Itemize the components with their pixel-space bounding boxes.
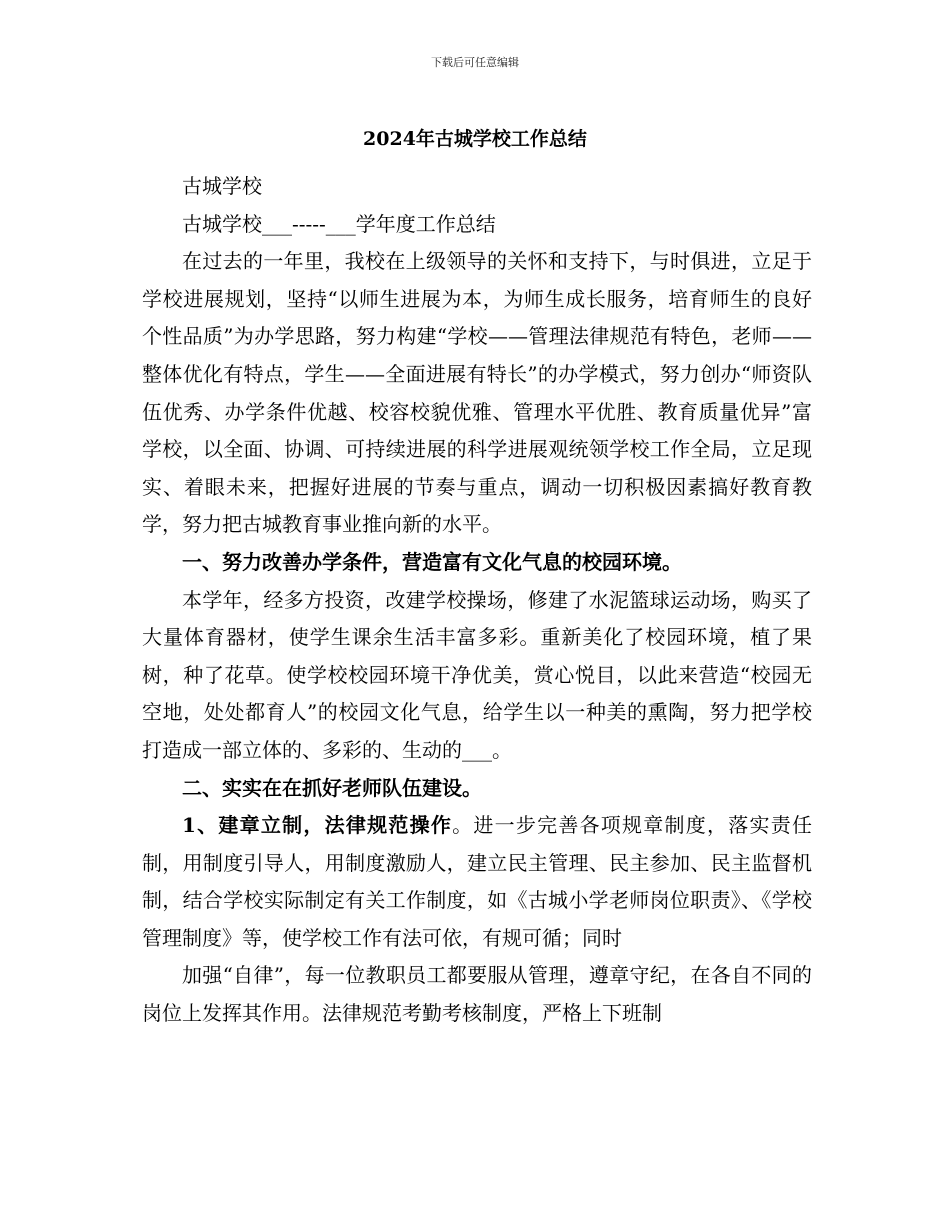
intro-paragraph: 在过去的一年里，我校在上级领导的关怀和支持下，与时俱进，立足于学校进展规划，坚持“以师生进展为本，为师生成长服务，培育师生的良好个性品质”为办学思路，努力构建“学校——管理法律规范有特色，老师——整体优化有特点，学生——全面进展有特长”的办学模式，努力创办“师资队伍优秀、办学条件优越、校容校貌优雅、管理水平优胜、教育质量优异”富学校，以全面、协调、可持续进展的科学进展观统领学校工作全局，立足现实、着眼未来，把握好进展的节奏与重点，调动一切积极因素搞好教育教学，努力把古城教育事业推向新的水平。 — [142, 249, 812, 537]
item-1-lead: 1、建章立制，法律规范操作 — [182, 813, 453, 838]
section-2-item-1 — [142, 807, 812, 957]
document-body — [142, 168, 812, 1033]
report-subtitle: 古城学校___-----___学年度工作总结 — [182, 211, 496, 236]
section-heading-1: 一、努力改善办学条件，营造富有文化气息的校园环境。 — [182, 549, 682, 574]
school-name: 古城学校 — [182, 174, 262, 198]
section-1-paragraph: 本学年，经多方投资，改建学校操场，修建了水泥篮球运动场，购买了大量体育器材，使学生课余生活丰富多彩。重新美化了校园环境，植了果树，种了花草。使学校校园环境干净优美，赏心悦目，以此来营造“校园无空地，处处都育人”的校园文化气息，给学生以一种美的熏陶，努力把学校打造成一部立体的、多彩的、生动的___。 — [142, 587, 812, 762]
header-note: 下载后可任意编辑 — [431, 56, 519, 69]
document-title: 2024年古城学校工作总结 — [363, 128, 587, 150]
item-1-text: 。进一步完善各项规章制度，落实责任制，用制度引导人，用制度激励人，建立民主管理、民主参加、民主监督机制，结合学校实际制定有关工作制度，如《古城小学老师岗位职责》、《学校管理制度》等，使学校工作有法可依，有规可循；同时 — [142, 813, 812, 950]
continuation-paragraph: 加强“自律”，每一位教职员工都要服从管理，遵章守纪，在各自不同的岗位上发挥其作用。法律规范考勤考核制度，严格上下班制 — [142, 963, 812, 1026]
section-heading-2: 二、实实在在抓好老师队伍建设。 — [182, 775, 482, 800]
